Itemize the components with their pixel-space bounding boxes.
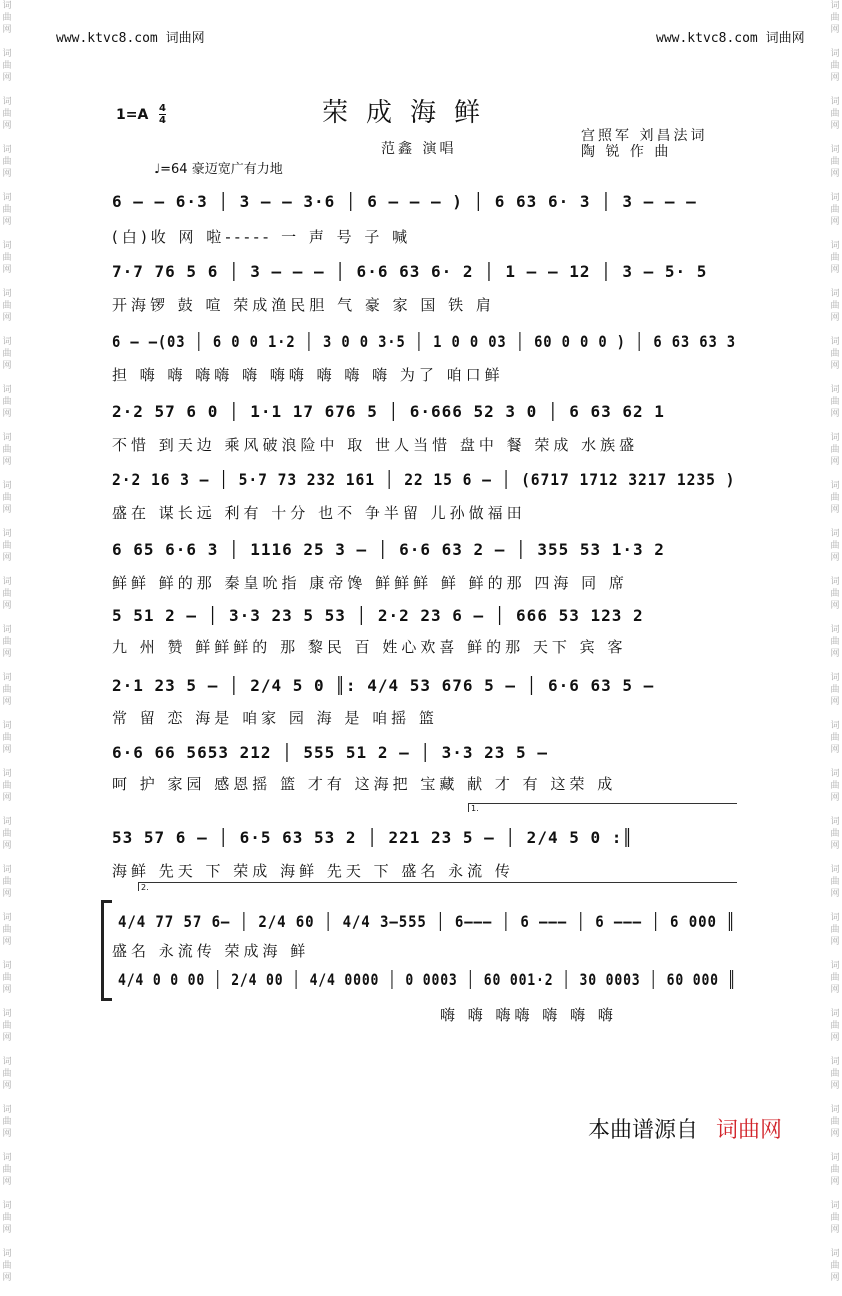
watermark-char: 词 xyxy=(2,769,12,779)
watermark-gap xyxy=(0,612,14,624)
watermark-gap xyxy=(0,516,14,528)
watermark-char: 网 xyxy=(2,25,12,35)
watermark-char: 词 xyxy=(830,1201,840,1211)
watermark-gap xyxy=(828,180,842,192)
watermark-char: 词 xyxy=(2,1105,12,1115)
watermark-char: 曲 xyxy=(2,445,12,455)
source-footer xyxy=(588,1113,782,1144)
watermark-char: 词 xyxy=(2,625,12,635)
notation-row: 6 65 6·6 3 │ 1116 25 3 – │ 6·6 63 2 – │ 355 53 1·3 2 xyxy=(112,540,665,559)
watermark-char: 曲 xyxy=(830,877,840,887)
watermark-gap xyxy=(0,804,14,816)
lyrics-row: 不惜 到天边 乘风破浪险中 取 世人当惜 盘中 餐 荣成 水族盛 xyxy=(112,436,639,454)
watermark-char: 网 xyxy=(830,409,840,419)
watermark-char: 网 xyxy=(830,457,840,467)
lyrics-row: 九 州 赞 鲜鲜鲜的 那 黎民 百 姓心欢喜 鲜的那 天下 宾 客 xyxy=(112,638,627,656)
watermark-char: 词 xyxy=(2,145,12,155)
notation-row: 5 51 2 – │ 3·3 23 5 53 │ 2·2 23 6 – │ 666 53 123 2 xyxy=(112,606,644,625)
watermark-char: 词 xyxy=(830,625,840,635)
watermark-char: 词 xyxy=(830,1009,840,1019)
watermark-gap xyxy=(0,1092,14,1104)
watermark-gap xyxy=(0,420,14,432)
watermark-gap xyxy=(828,612,842,624)
volta-first-ending xyxy=(468,803,737,812)
watermark-char: 词 xyxy=(2,673,12,683)
watermark-char: 曲 xyxy=(830,1117,840,1127)
watermark-gap xyxy=(828,324,842,336)
watermark-char: 曲 xyxy=(2,109,12,119)
watermark-char: 词 xyxy=(2,913,12,923)
watermark-char: 网 xyxy=(830,1081,840,1091)
watermark-char: 曲 xyxy=(830,589,840,599)
time-signature xyxy=(159,103,166,126)
watermark-char: 网 xyxy=(2,697,12,707)
watermark-gap xyxy=(828,1092,842,1104)
watermark-char: 词 xyxy=(830,769,840,779)
watermark-char: 曲 xyxy=(2,61,12,71)
source-text: 本曲谱源自 xyxy=(588,1118,699,1143)
watermark-char: 曲 xyxy=(2,1021,12,1031)
watermark-char: 网 xyxy=(2,169,12,179)
watermark-char: 曲 xyxy=(830,541,840,551)
watermark-gap xyxy=(0,84,14,96)
watermark-char: 网 xyxy=(830,1129,840,1139)
watermark-char: 曲 xyxy=(2,397,12,407)
watermark-gap xyxy=(828,996,842,1008)
watermark-gap xyxy=(828,420,842,432)
watermark-gap xyxy=(828,84,842,96)
watermark-char: 词 xyxy=(830,145,840,155)
watermark-char: 曲 xyxy=(830,1165,840,1175)
watermark-char: 网 xyxy=(2,985,12,995)
watermark-gap xyxy=(828,36,842,48)
watermark-gap xyxy=(828,372,842,384)
watermark-gap xyxy=(828,1044,842,1056)
watermark-gap xyxy=(828,276,842,288)
watermark-char: 词 xyxy=(830,1249,840,1259)
watermark-gap xyxy=(0,132,14,144)
watermark-char: 曲 xyxy=(2,1213,12,1223)
watermark-char: 曲 xyxy=(830,397,840,407)
watermark-char: 网 xyxy=(830,601,840,611)
watermark-gap xyxy=(828,516,842,528)
time-signature-top: 4 xyxy=(159,103,166,114)
watermark-char: 曲 xyxy=(830,1021,840,1031)
lyrics-row: 嗨 嗨 嗨嗨 嗨 嗨 嗨 xyxy=(440,1006,617,1024)
watermark-char: 网 xyxy=(2,1129,12,1139)
watermark-char: 曲 xyxy=(830,733,840,743)
watermark-char: 网 xyxy=(2,73,12,83)
notation-row: 4/4 77 57 6– │ 2/4 60 │ 4/4 3–555 │ 6––– │ 6 ––– │ 6 ––– │ 6 000 ║ xyxy=(118,912,736,931)
watermark-char: 词 xyxy=(830,673,840,683)
watermark-char: 网 xyxy=(830,1033,840,1043)
watermark-char: 网 xyxy=(2,1225,12,1235)
watermark-char: 曲 xyxy=(2,1165,12,1175)
watermark-char: 曲 xyxy=(830,253,840,263)
notation-row: 2·2 57 6 0 │ 1·1 17 676 5 │ 6·666 52 3 0 │ 6 63 62 1 xyxy=(112,402,665,421)
watermark-gap xyxy=(828,852,842,864)
volta-second-ending xyxy=(138,882,737,891)
watermark-char: 词 xyxy=(2,577,12,587)
watermark-char: 词 xyxy=(2,1201,12,1211)
watermark-char: 词 xyxy=(830,529,840,539)
watermark-char: 词 xyxy=(830,817,840,827)
watermark-gap xyxy=(828,1284,842,1296)
watermark-char: 词 xyxy=(830,961,840,971)
watermark-gap xyxy=(828,948,842,960)
composer-credit: 陶 锐 作 曲 xyxy=(581,144,672,160)
watermark-char: 曲 xyxy=(830,205,840,215)
site-url-left[interactable]: www.ktvc8.com 词曲网 xyxy=(56,31,205,46)
watermark-gap xyxy=(0,1044,14,1056)
watermark-char: 网 xyxy=(2,361,12,371)
watermark-char: 曲 xyxy=(830,925,840,935)
watermark-char: 曲 xyxy=(2,733,12,743)
watermark-gap xyxy=(0,660,14,672)
notation-row: 4/4 0 0 00 │ 2/4 00 │ 4/4 0000 │ 0 0003 │ 60 001·2 │ 30 0003 │ 60 000 ║ xyxy=(118,970,737,989)
watermark-char: 曲 xyxy=(830,157,840,167)
watermark-gap xyxy=(0,996,14,1008)
watermark-char: 词 xyxy=(2,241,12,251)
singer-credit: 范鑫 演唱 xyxy=(381,141,457,157)
watermark-char: 网 xyxy=(2,505,12,515)
watermark-char: 词 xyxy=(2,433,12,443)
watermark-char: 词 xyxy=(830,577,840,587)
watermark-char: 词 xyxy=(830,1057,840,1067)
watermark-char: 网 xyxy=(830,25,840,35)
watermark-gap xyxy=(0,468,14,480)
watermark-char: 网 xyxy=(830,361,840,371)
watermark-char: 词 xyxy=(830,1105,840,1115)
watermark-gap xyxy=(828,564,842,576)
watermark-char: 曲 xyxy=(2,877,12,887)
watermark-char: 网 xyxy=(830,505,840,515)
watermark-char: 词 xyxy=(2,817,12,827)
watermark-gap xyxy=(828,1188,842,1200)
watermark-char: 词 xyxy=(830,721,840,731)
watermark-char: 词 xyxy=(2,1009,12,1019)
watermark-char: 词 xyxy=(830,1,840,11)
watermark-char: 网 xyxy=(2,889,12,899)
watermark-gap xyxy=(0,324,14,336)
watermark-gap xyxy=(0,1236,14,1248)
watermark-char: 网 xyxy=(830,217,840,227)
watermark-char: 网 xyxy=(830,985,840,995)
site-url-right[interactable]: www.ktvc8.com 词曲网 xyxy=(656,31,805,46)
watermark-char: 词 xyxy=(2,385,12,395)
watermark-gap xyxy=(0,1284,14,1296)
watermark-char: 词 xyxy=(2,49,12,59)
watermark-char: 曲 xyxy=(2,1069,12,1079)
watermark-char: 网 xyxy=(2,1177,12,1187)
watermark-gap xyxy=(0,228,14,240)
watermark-char: 曲 xyxy=(830,445,840,455)
watermark-char: 曲 xyxy=(2,157,12,167)
key-signature: 1=A xyxy=(116,107,149,123)
watermark-char: 曲 xyxy=(2,829,12,839)
lyrics-row: 盛名 永流传 荣成海 鲜 xyxy=(112,942,310,960)
watermark-gap xyxy=(0,1140,14,1152)
watermark-char: 曲 xyxy=(830,973,840,983)
watermark-gap xyxy=(0,180,14,192)
watermark-char: 网 xyxy=(830,265,840,275)
watermark-gap xyxy=(0,372,14,384)
watermark-char: 网 xyxy=(2,217,12,227)
watermark-char: 网 xyxy=(2,601,12,611)
watermark-char: 网 xyxy=(830,553,840,563)
watermark-char: 网 xyxy=(2,793,12,803)
lyrics-row: 呵 护 家园 感恩摇 篮 才有 这海把 宝藏 献 才 有 这荣 成 xyxy=(112,775,617,793)
watermark-char: 曲 xyxy=(2,541,12,551)
watermark-char: 词 xyxy=(2,1,12,11)
watermark-char: 词 xyxy=(2,289,12,299)
watermark-char: 词 xyxy=(2,961,12,971)
watermark-char: 曲 xyxy=(2,973,12,983)
watermark-char: 词 xyxy=(2,193,12,203)
watermark-char: 网 xyxy=(830,889,840,899)
watermark-char: 词 xyxy=(830,193,840,203)
notation-row: 6 – – 6·3 │ 3 – – 3·6 │ 6 – – – ) │ 6 63 6· 3 │ 3 – – – xyxy=(112,192,697,211)
watermark-char: 网 xyxy=(830,1225,840,1235)
watermark-char: 词 xyxy=(2,721,12,731)
watermark-char: 网 xyxy=(830,1177,840,1187)
watermark-char: 曲 xyxy=(830,685,840,695)
watermark-char: 曲 xyxy=(830,109,840,119)
watermark-gap xyxy=(0,276,14,288)
notation-row: 53 57 6 – │ 6·5 63 53 2 │ 221 23 5 – │ 2/4 5 0 :║ xyxy=(112,828,634,847)
watermark-char: 词 xyxy=(2,1249,12,1259)
watermark-char: 网 xyxy=(830,793,840,803)
watermark-gap xyxy=(828,228,842,240)
watermark-char: 网 xyxy=(2,265,12,275)
watermark-char: 词 xyxy=(830,337,840,347)
watermark-char: 词 xyxy=(830,865,840,875)
watermark-gap xyxy=(0,756,14,768)
watermark-char: 网 xyxy=(2,409,12,419)
notation-row: 6·6 66 5653 212 │ 555 51 2 – │ 3·3 23 5 – xyxy=(112,743,548,762)
watermark-char: 词 xyxy=(830,1153,840,1163)
watermark-gap xyxy=(828,468,842,480)
watermark-char: 词 xyxy=(2,337,12,347)
lyrics-row: 开海锣 鼓 喧 荣成渔民胆 气 豪 家 国 铁 肩 xyxy=(112,296,495,314)
watermark-gap xyxy=(828,1236,842,1248)
lyrics-row: 鲜鲜 鲜的那 秦皇吮指 康帝馋 鲜鲜鲜 鲜 鲜的那 四海 同 席 xyxy=(112,574,628,592)
watermark-char: 网 xyxy=(830,313,840,323)
source-brand-link[interactable]: 词曲网 xyxy=(716,1118,783,1143)
watermark-char: 网 xyxy=(2,1081,12,1091)
volta-second-label: 2. xyxy=(141,883,149,892)
left-watermark-strip xyxy=(0,0,14,1283)
watermark-char: 曲 xyxy=(2,1117,12,1127)
watermark-char: 曲 xyxy=(830,349,840,359)
watermark-char: 曲 xyxy=(2,1261,12,1271)
watermark-gap xyxy=(828,1140,842,1152)
watermark-char: 网 xyxy=(830,745,840,755)
watermark-char: 词 xyxy=(2,97,12,107)
watermark-char: 网 xyxy=(830,1273,840,1283)
watermark-char: 曲 xyxy=(2,205,12,215)
lyrics-row: 盛在 谋长远 利有 十分 也不 争半留 儿孙做福田 xyxy=(112,504,526,522)
watermark-char: 曲 xyxy=(2,301,12,311)
watermark-char: 曲 xyxy=(2,349,12,359)
watermark-char: 词 xyxy=(830,49,840,59)
watermark-gap xyxy=(828,804,842,816)
watermark-char: 曲 xyxy=(2,253,12,263)
watermark-char: 曲 xyxy=(2,685,12,695)
watermark-char: 曲 xyxy=(830,1261,840,1271)
watermark-char: 词 xyxy=(830,241,840,251)
watermark-char: 词 xyxy=(830,289,840,299)
watermark-char: 词 xyxy=(2,1153,12,1163)
time-signature-bottom: 4 xyxy=(159,115,166,126)
watermark-char: 网 xyxy=(830,169,840,179)
watermark-char: 网 xyxy=(830,841,840,851)
lyrics-row: 常 留 恋 海是 咱家 园 海 是 咱摇 篮 xyxy=(112,709,438,727)
watermark-char: 网 xyxy=(2,937,12,947)
watermark-char: 网 xyxy=(830,649,840,659)
lyricist-credit: 宫照军 刘昌法词 xyxy=(581,128,708,144)
notation-row: 7·7 76 5 6 │ 3 – – – │ 6·6 63 6· 2 │ 1 – – 12 │ 3 – 5· 5 xyxy=(112,262,708,281)
watermark-char: 词 xyxy=(2,1057,12,1067)
watermark-char: 网 xyxy=(2,553,12,563)
watermark-char: 词 xyxy=(830,385,840,395)
watermark-char: 网 xyxy=(2,841,12,851)
watermark-gap xyxy=(0,564,14,576)
watermark-char: 曲 xyxy=(830,493,840,503)
watermark-char: 曲 xyxy=(830,637,840,647)
watermark-gap xyxy=(828,900,842,912)
tempo-marking: ♩=64 豪迈宽广有力地 xyxy=(154,162,283,177)
watermark-gap xyxy=(0,852,14,864)
watermark-char: 词 xyxy=(830,913,840,923)
notation-row: 2·2 16 3 – │ 5·7 73 232 161 │ 22 15 6 – │ (6717 1712 3217 1235 ) xyxy=(112,470,736,489)
watermark-char: 网 xyxy=(830,73,840,83)
watermark-char: 网 xyxy=(830,121,840,131)
system-brace xyxy=(101,900,112,1001)
watermark-char: 网 xyxy=(830,697,840,707)
watermark-gap xyxy=(0,708,14,720)
watermark-char: 曲 xyxy=(2,637,12,647)
watermark-gap xyxy=(0,900,14,912)
watermark-char: 网 xyxy=(2,1033,12,1043)
song-title: 荣成海鲜 xyxy=(322,98,499,128)
watermark-gap xyxy=(828,132,842,144)
watermark-char: 网 xyxy=(2,313,12,323)
watermark-char: 曲 xyxy=(830,829,840,839)
watermark-char: 曲 xyxy=(830,13,840,23)
lyrics-row: 海鲜 先天 下 荣成 海鲜 先天 下 盛名 永流 传 xyxy=(112,862,514,880)
watermark-char: 网 xyxy=(830,937,840,947)
watermark-char: 网 xyxy=(2,745,12,755)
watermark-char: 曲 xyxy=(2,589,12,599)
watermark-gap xyxy=(828,708,842,720)
volta-first-label: 1. xyxy=(471,804,479,813)
watermark-gap xyxy=(828,660,842,672)
watermark-char: 词 xyxy=(2,865,12,875)
watermark-char: 曲 xyxy=(2,925,12,935)
lyrics-row: (白)收 网 啦----- 一 声 号 子 喊 xyxy=(112,228,412,246)
watermark-char: 网 xyxy=(2,649,12,659)
watermark-char: 曲 xyxy=(830,781,840,791)
watermark-char: 曲 xyxy=(2,13,12,23)
watermark-char: 词 xyxy=(830,97,840,107)
watermark-char: 曲 xyxy=(2,493,12,503)
watermark-char: 网 xyxy=(2,1273,12,1283)
watermark-gap xyxy=(0,1188,14,1200)
notation-row: 6 – –(03 │ 6 0 0 1·2 │ 3 0 0 3·5 │ 1 0 0 03 │ 60 0 0 0 ) │ 6 63 63 3 xyxy=(112,332,736,351)
watermark-char: 词 xyxy=(830,481,840,491)
notation-row: 2·1 23 5 – │ 2/4 5 0 ║: 4/4 53 676 5 – │ 6·6 63 5 – xyxy=(112,676,655,695)
watermark-char: 网 xyxy=(2,457,12,467)
watermark-char: 网 xyxy=(2,121,12,131)
watermark-char: 曲 xyxy=(2,781,12,791)
watermark-char: 曲 xyxy=(830,61,840,71)
watermark-gap xyxy=(0,36,14,48)
watermark-char: 词 xyxy=(2,481,12,491)
watermark-gap xyxy=(828,756,842,768)
lyrics-row: 担 嗨 嗨 嗨嗨 嗨 嗨嗨 嗨 嗨 嗨 为了 咱口鲜 xyxy=(112,366,504,384)
watermark-char: 曲 xyxy=(830,1069,840,1079)
watermark-gap xyxy=(0,948,14,960)
watermark-char: 词 xyxy=(2,529,12,539)
watermark-char: 词 xyxy=(830,433,840,443)
right-watermark-strip xyxy=(828,0,842,1283)
watermark-char: 曲 xyxy=(830,301,840,311)
watermark-char: 曲 xyxy=(830,1213,840,1223)
